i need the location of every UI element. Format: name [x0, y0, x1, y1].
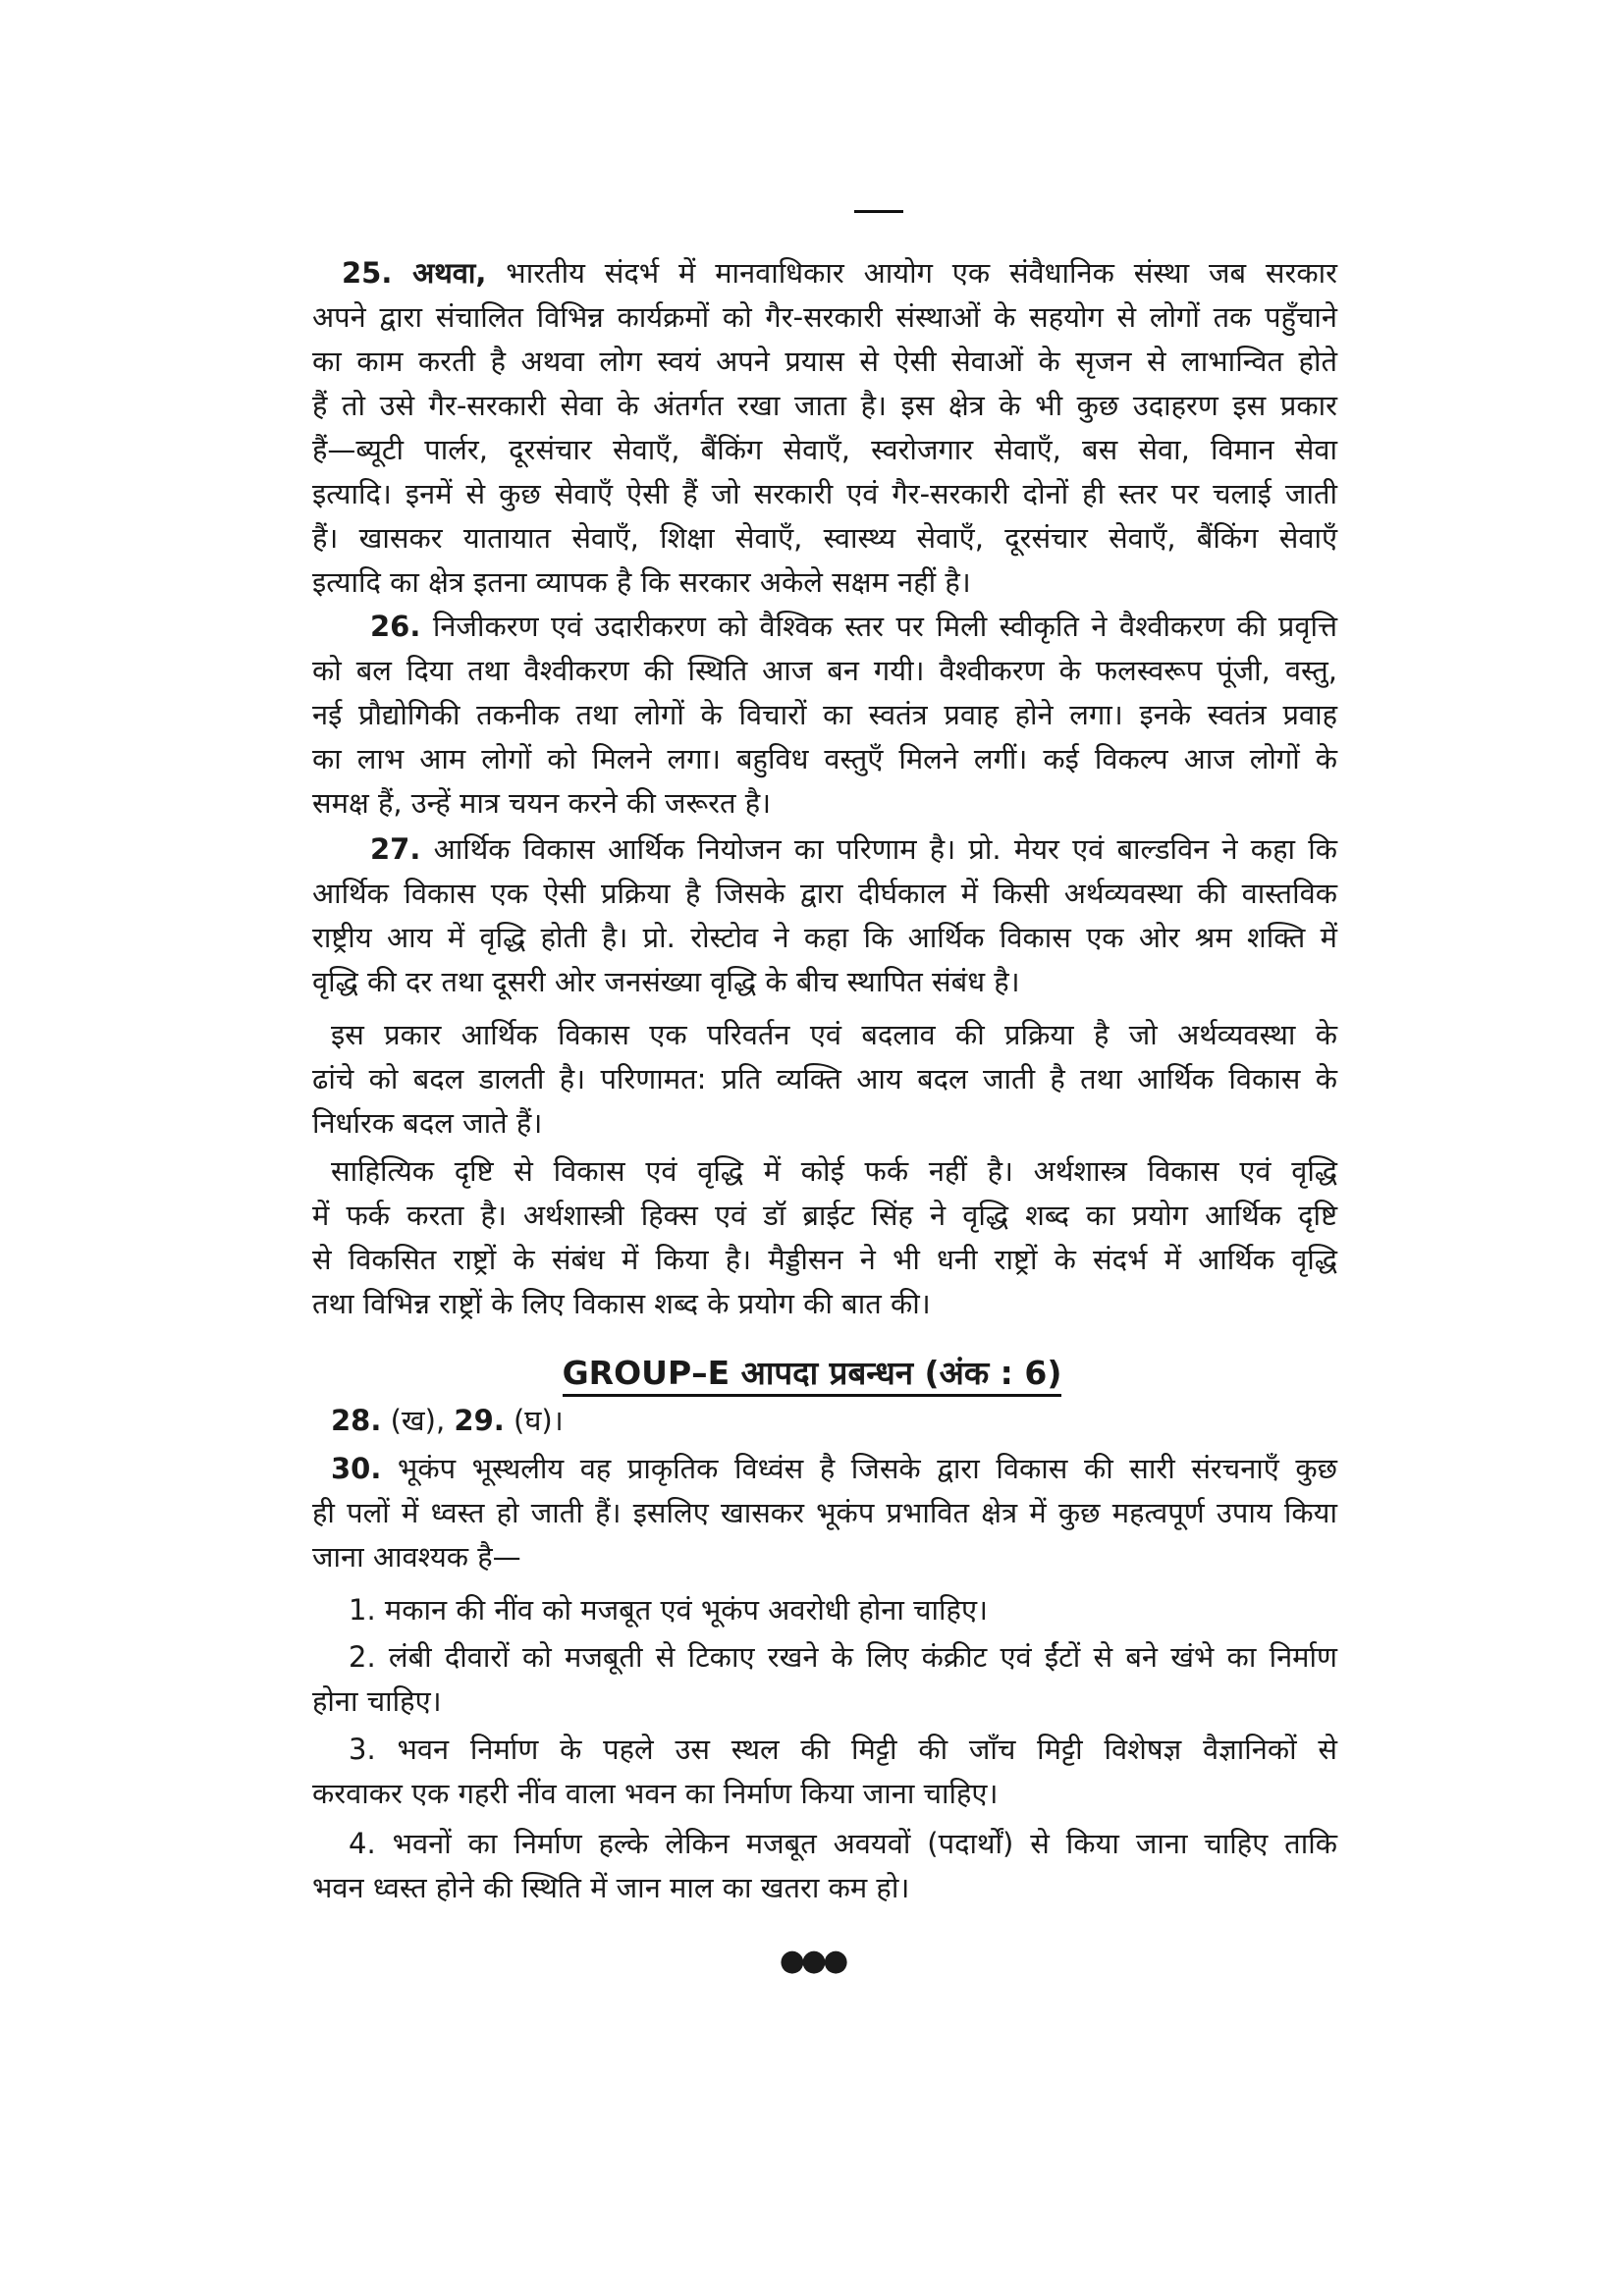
scan-mark [854, 210, 903, 213]
answer-line-28-29 [331, 1401, 564, 1440]
paragraph-1-line [312, 651, 1337, 690]
line-text: में फर्क करता है। अर्थशास्त्री हिक्स एवं डॉ ब्राईट सिंह ने वृद्धि शब्द का प्रयोग आर्थिक दृष्टि [312, 1199, 1337, 1232]
paragraph-7-line [349, 1590, 1337, 1629]
end-of-section-mark: ●●● [779, 1944, 845, 1978]
answer-text: (ख), [381, 1404, 455, 1437]
paragraph-2-line [312, 918, 1337, 957]
question-number: 27. [370, 832, 421, 866]
paragraph-2-line [312, 962, 1337, 1001]
line-text: होना चाहिए। [312, 1684, 442, 1718]
paragraph-0-line [312, 518, 1337, 558]
line-text: हैं। खासकर यातायात सेवाएँ, शिक्षा सेवाएँ, स्वास्थ्य सेवाएँ, दूरसंचार सेवाएँ, बैंकिंग सेवाएँ [312, 521, 1337, 555]
paragraph-0-line [312, 386, 1337, 425]
line-text: भूकंप भूस्थलीय वह प्राकृतिक विध्वंस है जिसके द्वारा विकास की सारी संरचनाएँ कुछ [381, 1452, 1337, 1485]
paragraph-1-line [312, 783, 1337, 823]
line-text: से विकसित राष्ट्रों के संबंध में किया है। मैड्डीसन ने भी धनी राष्ट्रों के संदर्भ में आर्थिक वृद्धि [312, 1243, 1337, 1276]
line-text: तथा विभिन्न राष्ट्रों के लिए विकास शब्द के प्रयोग की बात की। [312, 1287, 931, 1320]
line-text: निजीकरण एवं उदारीकरण को वैश्विक स्तर पर मिली स्वीकृति ने वैश्वीकरण की प्रवृत्ति [420, 610, 1337, 643]
paragraph-1-line [312, 739, 1337, 778]
section-heading-text: GROUP–E आपदा प्रबन्धन (अंक : 6) [563, 1354, 1062, 1397]
line-text: भवन ध्वस्त होने की स्थिति में जान माल का खतरा कम हो। [312, 1871, 910, 1904]
paragraph-4-line [312, 1284, 1337, 1323]
paragraph-4-line [312, 1196, 1337, 1235]
line-text: का लाभ आम लोगों को मिलने लगा। बहुविध वस्तुएँ मिलने लगीं। कई विकल्प आज लोगों के [312, 742, 1337, 775]
paragraph-3-line [331, 1015, 1337, 1054]
line-text: वृद्धि की दर तथा दूसरी ओर जनसंख्या वृद्धि के बीच स्थापित संबंध है। [312, 965, 1020, 998]
line-text: इत्यादि। इनमें से कुछ सेवाएँ ऐसी हैं जो सरकारी एवं गैर-सरकारी दोनों ही स्तर पर चलाई जाती [312, 477, 1337, 510]
paragraph-8-line [312, 1682, 1337, 1721]
paragraph-0-line [312, 562, 1337, 602]
line-text: राष्ट्रीय आय में वृद्धि होती है। प्रो. रोस्टोव ने कहा कि आर्थिक विकास एक ओर श्रम शक्ति में [312, 921, 1337, 954]
line-text: निर्धारक बदल जाते हैं। [312, 1106, 543, 1140]
paragraph-0-line [312, 297, 1337, 337]
paragraph-9-line [312, 1774, 1337, 1813]
paragraph-0-line [312, 430, 1337, 469]
line-text: ढांचे को बदल डालती है। परिणामत: प्रति व्यक्ति आय बदल जाती है तथा आर्थिक विकास के [312, 1062, 1337, 1095]
section-heading [0, 1350, 1624, 1394]
paragraph-4-line [331, 1151, 1337, 1191]
line-text: साहित्यिक दृष्टि से विकास एवं वृद्धि में कोई फर्क नहीं है। अर्थशास्त्र विकास एवं वृद्धि [331, 1154, 1337, 1188]
line-text: हैं—ब्यूटी पार्लर, दूरसंचार सेवाएँ, बैंकिंग सेवाएँ, स्वरोजगार सेवाएँ, बस सेवा, विमान सेवा [312, 433, 1337, 466]
line-text: जाना आवश्यक है— [312, 1540, 521, 1574]
paragraph-0-line [312, 474, 1337, 513]
line-text: को बल दिया तथा वैश्वीकरण की स्थिति आज बन गयी। वैश्वीकरण के फलस्वरूप पूंजी, वस्तु, [312, 654, 1337, 687]
line-text: इस प्रकार आर्थिक विकास एक परिवर्तन एवं बदलाव की प्रक्रिया है जो अर्थव्यवस्था के [331, 1018, 1337, 1051]
line-text: अपने द्वारा संचालित विभिन्न कार्यक्रमों को गैर-सरकारी संस्थाओं के सहयोग से लोगों तक पहुँचाने [312, 300, 1337, 334]
paragraph-4-line [312, 1240, 1337, 1279]
question-number: 28. [331, 1404, 382, 1437]
paragraph-9-line [349, 1730, 1337, 1769]
paragraph-1-line [370, 607, 1337, 646]
answer-text: (घ)। [504, 1404, 564, 1437]
line-text: समक्ष हैं, उन्हें मात्र चयन करने की जरूरत है। [312, 786, 772, 820]
line-text: 3. भवन निर्माण के पहले उस स्थल की मिट्टी की जाँच मिट्टी विशेषज्ञ वैज्ञानिकों से [349, 1733, 1337, 1766]
line-text: करवाकर एक गहरी नींव वाला भवन का निर्माण किया जाना चाहिए। [312, 1777, 999, 1810]
paragraph-2-line [312, 874, 1337, 913]
line-text: आर्थिक विकास एक ऐसी प्रक्रिया है जिसके द्वारा दीर्घकाल में किसी अर्थव्यवस्था की वास्तविक [312, 877, 1337, 910]
line-text: नई प्रौद्योगिकी तकनीक तथा लोगों के विचारों का स्वतंत्र प्रवाह होने लगा। इनके स्वतंत्र प्रवाह [312, 698, 1337, 731]
question-number: 30. [331, 1452, 382, 1485]
question-number: 25. अथवा, [342, 256, 487, 290]
paragraph-6-line [331, 1449, 1337, 1488]
line-text: ही पलों में ध्वस्त हो जाती हैं। इसलिए खासकर भूकंप प्रभावित क्षेत्र में कुछ महत्वपूर्ण उपाय किया [312, 1496, 1337, 1529]
paragraph-3-line [312, 1059, 1337, 1098]
line-text: भारतीय संदर्भ में मानवाधिकार आयोग एक संवैधानिक संस्था जब सरकार [486, 256, 1338, 290]
question-number: 29. [454, 1404, 505, 1437]
paragraph-0-line [342, 253, 1337, 293]
paragraph-8-line [349, 1637, 1337, 1677]
question-number: 26. [370, 610, 421, 643]
line-text: हैं तो उसे गैर-सरकारी सेवा के अंतर्गत रखा जाता है। इस क्षेत्र के भी कुछ उदाहरण इस प्रकार [312, 389, 1337, 422]
line-text: 1. मकान की नींव को मजबूत एवं भूकंप अवरोधी होना चाहिए। [349, 1593, 988, 1627]
paragraph-6-line [312, 1537, 1337, 1576]
line-text: 4. भवनों का निर्माण हल्के लेकिन मजबूत अवयवों (पदार्थों) से किया जाना चाहिए ताकि [349, 1827, 1337, 1860]
line-text: 2. लंबी दीवारों को मजबूती से टिकाए रखने के लिए कंक्रीट एवं ईंटों से बने खंभे का निर्माण [349, 1640, 1337, 1674]
paragraph-2-line [370, 829, 1337, 869]
paragraph-10-line [349, 1824, 1337, 1863]
paragraph-6-line [312, 1493, 1337, 1532]
paragraph-10-line [312, 1868, 1337, 1907]
paragraph-0-line [312, 342, 1337, 381]
line-text: इत्यादि का क्षेत्र इतना व्यापक है कि सरकार अकेले सक्षम नहीं है। [312, 565, 971, 599]
paragraph-3-line [312, 1103, 1337, 1143]
line-text: का काम करती है अथवा लोग स्वयं अपने प्रयास से ऐसी सेवाओं के सृजन से लाभान्वित होते [312, 345, 1337, 378]
paragraph-1-line [312, 695, 1337, 734]
line-text: आर्थिक विकास आर्थिक नियोजन का परिणाम है। प्रो. मेयर एवं बाल्डविन ने कहा कि [420, 832, 1337, 866]
